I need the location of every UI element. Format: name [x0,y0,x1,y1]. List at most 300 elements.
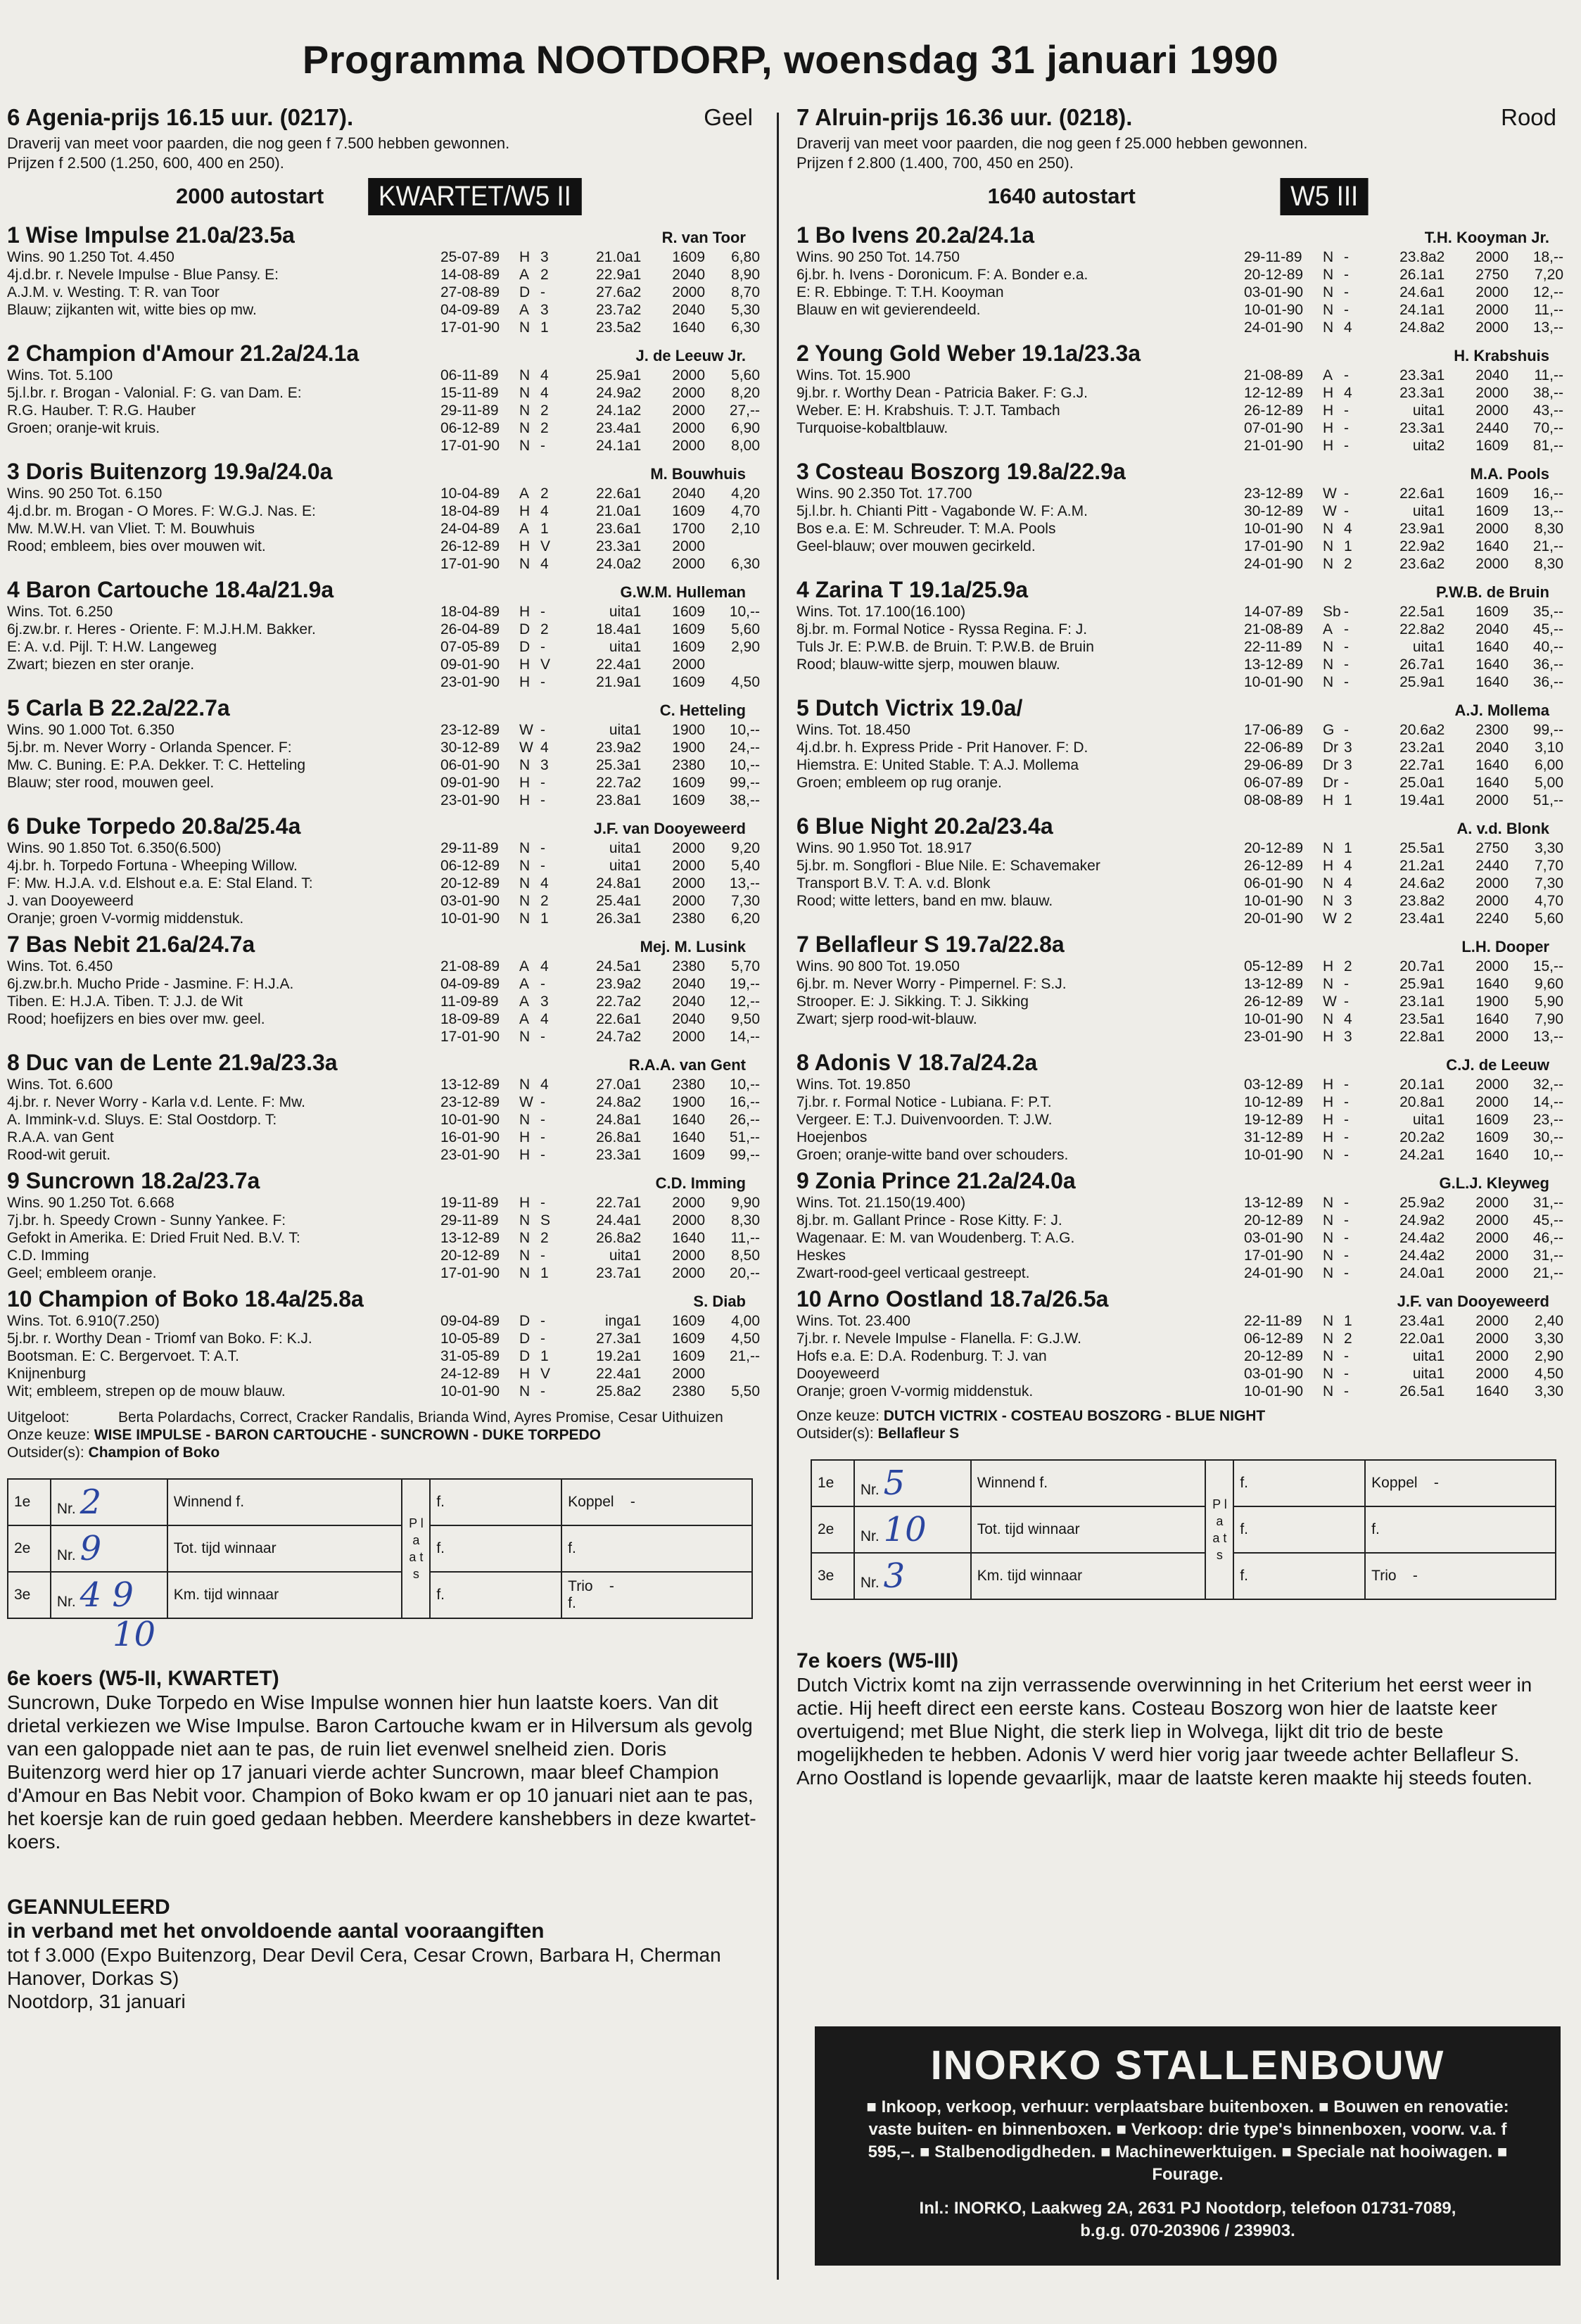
result-cell: 1640 [1475,639,1509,655]
result-cell: 2000 [672,893,705,909]
result-cell: 27,-- [729,402,760,419]
nr-cell[interactable]: Nr. 10 [854,1506,971,1553]
outsiders [7,1444,760,1461]
result-cell: 1640 [1475,1011,1509,1027]
result-cell: 2040 [1475,367,1509,383]
result-cell: 31-12-89 [1244,1129,1304,1145]
horse-info-line: Bos e.a. E: M. Schreuder. T: M.A. Pools [796,521,1056,537]
horse-info-line: Rood-wit geruit. [7,1147,111,1163]
horse-info-line: 6j.zw.br.h. Mucho Pride - Jasmine. F: H.J.A. [7,976,294,992]
result-cell: 24-04-89 [440,521,500,537]
result-cell: 10-01-90 [1244,893,1304,909]
result-row [440,1229,760,1247]
horse-info-line: Tiben. E: H.J.A. Tiben. T: J.J. de Wit [7,993,243,1010]
result-cell: H [519,1147,531,1163]
result-cell: W [1323,485,1337,502]
condition-line: Prijzen f 2.800 (1.400, 700, 450 en 250). [796,154,1074,172]
result-row [1244,555,1563,573]
koppel-f-cell[interactable]: f. [1365,1506,1556,1553]
result-cell: a2 [625,319,642,336]
horse-body [796,839,1563,927]
horse-header [7,695,760,721]
result-cell: - [1344,674,1349,690]
horse-entry [796,459,1563,573]
result-cell: 1609 [672,792,705,808]
result-cell: 3 [1344,1029,1352,1045]
result-cell: 2000 [672,840,705,856]
horse-info [7,721,401,809]
horse-info-line: Wins. 90 1.950 Tot. 18.917 [796,840,972,856]
result-cell: - [540,604,545,620]
horse-body [796,721,1563,809]
plaats-f-cell[interactable]: f. [430,1525,561,1572]
result-cell: A [519,267,530,283]
horse-body [7,248,760,336]
horse-info-line: Groen; oranje-witte band over schouders. [796,1147,1069,1163]
plaats-f-cell[interactable]: f. [1233,1460,1365,1506]
result-cell: 19,-- [729,976,760,992]
result-cell: 13,-- [1532,319,1563,336]
horse-body [7,485,760,573]
handwritten-number: 10 [883,1510,927,1549]
result-row [440,1330,760,1347]
horse-info-line: Oranje; groen V-vormig middenstuk. [7,910,244,927]
result-cell: 6,30 [731,556,760,572]
tot-tijd-cell[interactable]: Tot. tijd winnaar [167,1525,402,1572]
result-cell: a1 [1428,656,1445,673]
result-cell: 20.7 [1399,958,1428,974]
result-cell: N [1323,521,1334,537]
result-cell: 2000 [1475,319,1509,336]
result-cell: N [519,438,531,454]
horse-info [796,1194,1190,1282]
result-cell: 24-01-90 [1244,556,1304,572]
result-cell: 23-01-90 [440,674,500,690]
result-cell: 26-04-89 [440,621,500,637]
horse-results [1244,603,1563,691]
trio-cell[interactable]: Trio - [1365,1553,1556,1599]
result-cell: 8,00 [731,438,760,454]
result-cell: N [519,385,531,401]
result-cell: a1 [1428,1383,1445,1399]
result-cell: 19.4 [1399,792,1428,808]
result-cell: 23.5 [1399,1011,1428,1027]
result-row [1244,993,1563,1010]
horse-results [440,958,760,1046]
result-cell: 5,60 [731,621,760,637]
result-cell: N [519,893,531,909]
result-cell: 17-01-90 [440,556,500,572]
result-cell: 2000 [672,385,705,401]
result-cell: 09-01-90 [440,775,500,791]
result-row [440,1212,760,1229]
result-cell: 25-07-89 [440,249,500,265]
result-cell: A [519,976,530,992]
result-cell: 09-01-90 [440,656,500,673]
result-cell: 21-08-89 [1244,621,1304,637]
result-cell: 2380 [672,958,705,974]
horse-info-line: 5j.l.br. r. Brogan - Valonial. F: G. van Dam. E: [7,385,302,401]
result-cell: 1640 [672,1230,705,1246]
result-row [1244,301,1563,319]
horse-trainer: Mej. M. Lusink [640,938,746,955]
result-cell: 2 [540,621,549,637]
result-row [1244,774,1563,792]
result-cell: 17-06-89 [1244,722,1304,738]
result-cell: 2750 [1475,267,1509,283]
ad-contact-line: b.g.g. 070-203906 / 239903. [1080,2221,1295,2240]
result-cell: a1 [1428,302,1445,318]
result-cell: N [1323,1230,1334,1246]
result-cell: 24.8 [596,875,625,891]
result-row [1244,1129,1563,1146]
result-cell: 18,-- [1532,249,1563,265]
race-color: Rood [1501,104,1556,130]
horse-info-line: Strooper. E: J. Sikking. T: J. Sikking [796,993,1029,1010]
outsider-label: Outsider(s): [7,1444,84,1461]
horse-name: 4 Baron Cartouche 18.4a/21.9a [7,577,334,602]
result-row [440,1129,760,1146]
result-row [440,621,760,638]
horse-info-line: Transport B.V. T: A. v.d. Blonk [796,875,991,891]
result-cell: a1 [1428,858,1445,874]
horse-trainer: J. de Leeuw Jr. [635,347,746,364]
result-cell: 1609 [1475,485,1509,502]
plaats-f-cell[interactable]: f. [430,1572,561,1618]
result-cell: 23.8 [1399,893,1428,909]
result-cell: 24.0 [596,556,625,572]
result-cell: 10-01-90 [1244,674,1304,690]
result-cell: 20.8 [1399,1094,1428,1110]
horse-name: 4 Zarina T 19.1a/25.9a [796,577,1029,602]
horse-results [1244,485,1563,573]
result-cell: a2 [1428,538,1445,554]
result-cell: 9,50 [731,1011,760,1027]
result-cell: - [1344,1383,1349,1399]
result-cell: 10,-- [729,722,760,738]
result-cell: 1640 [672,319,705,336]
result-cell: N [1323,840,1334,856]
result-cell: N [1323,249,1334,265]
result-cell: N [1323,1383,1334,1399]
result-row [1244,892,1563,910]
plaats-f-cell[interactable]: f. [1233,1506,1365,1553]
result-cell: - [540,1112,545,1128]
result-cell: 23.8 [596,792,625,808]
result-cell: 38,-- [1532,385,1563,401]
result-cell: 14,-- [729,1029,760,1045]
result-cell: a2 [625,302,642,318]
result-cell: a1 [1428,1112,1445,1128]
result-row [440,638,760,656]
result-cell: a2 [1428,621,1445,637]
result-cell: 2040 [672,302,705,318]
result-cell: - [540,1247,545,1264]
result-cell: 16-01-90 [440,1129,500,1145]
result-row [440,437,760,455]
nr-cell[interactable]: Nr. 5 [854,1460,971,1506]
result-cell: 06-12-89 [1244,1331,1304,1347]
horse-info-line: Wins. Tot. 6.450 [7,958,113,974]
horse-entry [7,341,760,455]
result-cell: - [540,976,545,992]
result-cell: N [1323,893,1334,909]
commentary-text: Suncrown, Duke Torpedo en Wise Impulse wonnen hier hun laatste koers. Van dit drietal verkiezen we Wise Impulse. Baron Cartouche kwam er in Hilversum als gevolg van een galoppade niet aan te pas, de ruin liet evenwel snelheid zien. Doris Buitenzorg werd hier op 17 januari vierde achter Suncrown, maar bleef Champion d'Amour en Bas Nebit voor. Champion of Boko kwam er op 10 januari niet aan te pas, het koersje kan de ruin goed gedaan hebben. Meerdere kanshebbers in deze kwartet-koers. [7,1691,756,1853]
result-cell: A [1323,367,1333,383]
race-conditions [796,134,1563,173]
result-cell: 35,-- [1532,604,1563,620]
horse-header [796,341,1563,367]
result-cell: a2 [625,1094,642,1110]
result-cell [705,1365,760,1383]
result-cell: 99,-- [1532,722,1563,738]
winnend-cell[interactable]: Winnend f. [971,1460,1206,1506]
result-cell: N [1323,1366,1334,1382]
result-cell: a2 [1428,556,1445,572]
result-cell: 03-01-90 [1244,1366,1304,1382]
result-cell: - [540,1313,545,1329]
result-cell: 51,-- [729,1129,760,1145]
koppel-cell[interactable]: Koppel - [561,1479,752,1525]
result-row [440,721,760,739]
result-cell: 4 [1344,858,1352,874]
result-cell: H [1323,1029,1334,1045]
result-cell: 3 [1344,739,1352,756]
result-cell: - [540,775,545,791]
result-cell: 22.0 [1399,1331,1428,1347]
result-cell: 29-06-89 [1244,757,1304,773]
horse-info-line: Wins. Tot. 15.900 [796,367,910,383]
geannuleerd-text: tot f 3.000 (Expo Buitenzorg, Dear Devil Cera, Cesar Crown, Barbara H, Cherman Hanover, Dorkas S) [7,1944,721,1989]
result-cell: - [1344,722,1349,738]
horse-name: 6 Duke Torpedo 20.8a/25.4a [7,813,301,839]
horse-name: 1 Wise Impulse 21.0a/23.5a [7,222,295,248]
result-cell: N [1323,1331,1334,1347]
result-cell: a1 [625,722,642,738]
result-cell: 8,30 [1535,556,1563,572]
outsider-label: Outsider(s): [796,1425,874,1442]
horse-header [796,1168,1563,1194]
result-cell: - [1344,1212,1349,1228]
result-cell: A [1323,621,1333,637]
result-row [440,1264,760,1282]
horse-info-line: Zwart-rood-geel verticaal gestreept. [796,1265,1030,1281]
result-cell: N [1323,1247,1334,1264]
result-cell: a1 [1428,1265,1445,1281]
horse-results [1244,367,1563,455]
horse-info-line: Wins. Tot. 17.100(16.100) [796,604,966,620]
result-cell: 1609 [672,674,705,690]
result-cell: N [1323,1212,1334,1228]
result-cell: - [1344,993,1349,1010]
horse-info-line: Groen; oranje-wit kruis. [7,420,160,436]
result-cell: 31,-- [1532,1247,1563,1264]
km-tijd-cell[interactable]: Km. tijd winnaar [167,1572,402,1618]
result-cell: 2040 [1475,739,1509,756]
result-cell: D [519,284,531,300]
result-cell: 03-01-90 [440,893,500,909]
result-cell: N [519,1230,531,1246]
horse-info-line: Blauw; zijkanten wit, witte bies op mw. [7,302,257,318]
result-cell: H [519,1195,531,1211]
trio-cell[interactable]: Trio - f. [561,1572,752,1618]
result-row [440,1010,760,1028]
horse-header [796,222,1563,248]
handwritten-number: 4 9 [80,1575,134,1615]
horse-results [440,367,760,455]
result-cell: 23.3 [1399,385,1428,401]
result-cell: 2000 [672,284,705,300]
result-row [440,502,760,520]
result-cell: 22.6 [1399,485,1428,502]
result-cell: 4,70 [1535,893,1563,909]
result-cell: 2000 [1475,556,1509,572]
result-cell: W [1323,503,1337,519]
tot-tijd-cell[interactable]: Tot. tijd winnaar [971,1506,1206,1553]
nr-cell[interactable]: Nr. 3 [854,1553,971,1599]
horse-info [796,958,1190,1046]
result-cell: 23.4 [1399,910,1428,927]
nr-cell[interactable]: Nr. 9 [51,1525,167,1572]
result-cell: 7,30 [731,893,760,909]
horse-name: 2 Champion d'Amour 21.2a/24.1a [7,341,360,366]
result-cell: 15-11-89 [440,385,499,401]
result-cell: 08-08-89 [1244,792,1304,808]
horse-info [796,603,1190,691]
horse-info-line: 4j.br. r. Never Worry - Karla v.d. Lente. F: Mw. [7,1094,306,1110]
horse-info-line: 4j.br. h. Torpedo Fortuna - Wheeping Willow. [7,858,298,874]
result-cell: 17-01-90 [440,1029,500,1045]
result-cell: a1 [625,485,642,502]
result-cell: 20.6 [1399,722,1428,738]
race-title: 7 Alruin-prijs 16.36 uur. (0218). [796,104,1133,130]
result-row [1244,1146,1563,1164]
horse-info-line: Blauw; ster rood, mouwen geel. [7,775,215,791]
koppel-cell[interactable]: Koppel - [1365,1460,1556,1506]
result-cell: 2000 [1475,249,1509,265]
horse-results [440,248,760,336]
geannuleerd-subtitle: in verband met het onvoldoende aantal vooraangiften [7,1919,545,1943]
result-cell: 25.3 [596,757,625,773]
handwritten-extra: 10 [113,1615,156,1654]
result-cell: 16,-- [729,1094,760,1110]
result-row [1244,1028,1563,1046]
result-cell: 5,40 [731,858,760,874]
km-tijd-cell[interactable]: Km. tijd winnaar [971,1553,1206,1599]
result-cell: Dr [1323,775,1339,791]
result-cell: 4 [1344,521,1352,537]
result-row [1244,1383,1563,1400]
horse-body [796,485,1563,573]
result-cell: 2 [1344,556,1352,572]
result-cell: a1 [625,1195,642,1211]
result-cell: 17-01-90 [1244,1247,1304,1264]
result-cell: 26,-- [729,1112,760,1128]
horse-entry [796,341,1563,455]
nr-cell[interactable]: Nr. 2 [51,1479,167,1525]
winnend-cell[interactable]: Winnend f. [167,1479,402,1525]
result-cell: W [519,1094,533,1110]
result-cell: 26.8 [596,1230,625,1246]
result-cell: 81,-- [1532,438,1563,454]
result-cell: a1 [625,1313,642,1329]
result-cell: 25.0 [1399,775,1428,791]
result-cell: 24.7 [596,1029,625,1045]
result-cell: N [1323,556,1334,572]
result-cell: a2 [1428,1230,1445,1246]
result-cell: 5,50 [731,1383,760,1399]
result-cell: 23-12-89 [1244,485,1304,502]
inorko-advertisement [815,2026,1561,2266]
condition-line: Prijzen f 2.500 (1.250, 600, 400 en 250). [7,154,284,172]
result-cell: 2000 [1475,958,1509,974]
plaats-f-cell[interactable]: f. [1233,1553,1365,1599]
result-cell: 2,40 [1535,1313,1563,1329]
horse-info-line: Wins. Tot. 23.400 [796,1313,910,1329]
result-cell: 2000 [1475,1230,1509,1246]
result-cell: a2 [625,1383,642,1399]
result-cell: 22.6 [596,485,625,502]
result-cell: H [1323,420,1334,436]
result-cell: 6,90 [731,420,760,436]
result-cell: a1 [1428,402,1445,419]
result-cell: 1640 [672,1129,705,1145]
horse-header [796,459,1563,485]
result-cell: - [540,674,545,690]
horse-info-line: 5j.l.br. h. Chianti Pitt - Vagabonde W. F: A.M. [796,503,1088,519]
nr-cell[interactable]: Nr. 4 9 [51,1572,167,1618]
result-cell: 4 [540,1077,549,1093]
race-6-column [7,104,760,2013]
horse-info-line: Wins. 90 1.000 Tot. 6.350 [7,722,174,738]
result-cell: 1609 [672,1331,705,1347]
result-cell: 5,90 [1535,993,1563,1010]
horse-header [7,341,760,367]
result-cell: 2,10 [731,521,760,537]
horse-info [7,1312,401,1400]
result-cell: 21-08-89 [1244,367,1304,383]
result-row [1244,839,1563,857]
result-cell: 2000 [1475,1077,1509,1093]
horse-info [7,603,401,691]
horse-info [7,367,401,455]
plaats-f-cell[interactable]: f. [430,1479,561,1525]
result-cell: 23-01-90 [1244,1029,1304,1045]
result-cell: N [519,1383,531,1399]
result-cell: 24.9 [596,385,625,401]
result-cell: 4 [540,503,549,519]
horse-entry [796,222,1563,336]
result-cell: 17-01-90 [440,438,500,454]
result-cell: 23-12-89 [440,722,500,738]
result-row [1244,1212,1563,1229]
horse-entry [7,222,760,336]
result-cell: a1 [1428,267,1445,283]
result-cell: 05-12-89 [1244,958,1304,974]
result-cell: a2 [625,385,642,401]
result-cell: 10,-- [729,604,760,620]
koppel-f-cell[interactable]: f. [561,1525,752,1572]
result-cell: a1 [625,249,642,265]
horse-entry [796,813,1563,927]
result-cell: H [519,538,531,554]
result-cell: uit [609,639,625,655]
horse-info-line: Geel-blauw; over mouwen gecirkeld. [796,538,1036,554]
result-cell: H [1323,1094,1334,1110]
result-cell: N [1323,538,1334,554]
result-row [440,266,760,284]
result-cell: 46,-- [1532,1230,1563,1246]
